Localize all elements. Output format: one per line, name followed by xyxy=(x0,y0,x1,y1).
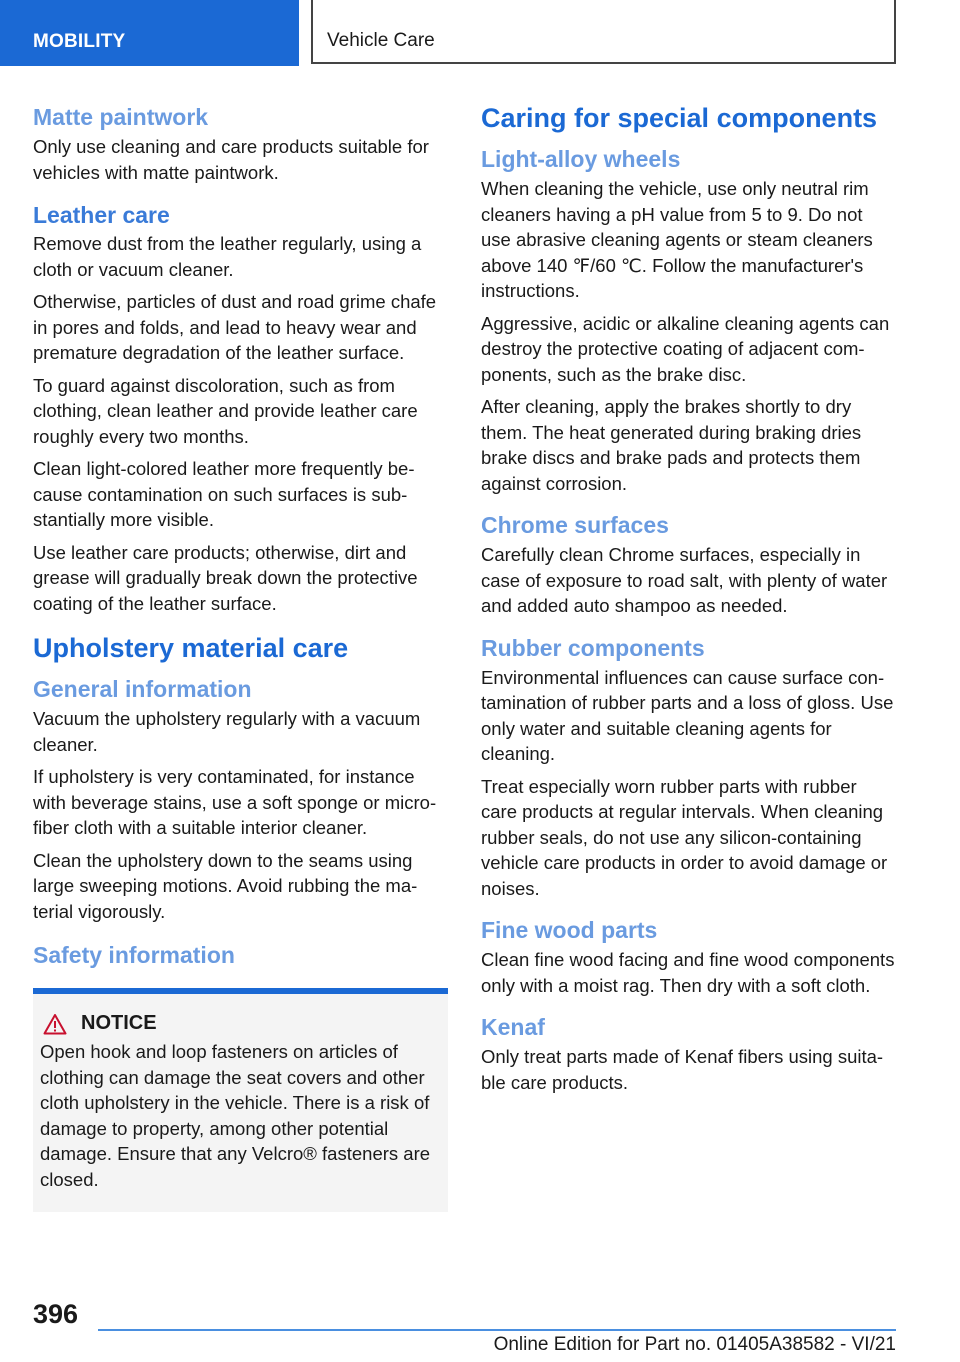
notice-text: Open hook and loop fasteners on articles of clothing can damage the seat covers and other cloth upholstery in the vehicle. There is a risk of damage to property, among other potential damage. Ensure that any Velcro® fasteners are closed. xyxy=(40,1041,431,1190)
heading-fine-wood-parts: Fine wood parts xyxy=(481,917,658,943)
paragraph: Carefully clean Chrome surfaces, especially in case of exposure to road salt, with plenty of water and added auto shampoo as needed. xyxy=(481,544,888,616)
paragraph: Only treat parts made of Kenaf fibers using suitable care products. xyxy=(481,1046,884,1093)
paragraph: Remove dust from the leather regularly, using a cloth or vacuum cleaner. xyxy=(33,233,422,280)
paragraph: Vacuum the upholstery regularly with a vacuum cleaner. xyxy=(33,708,421,755)
notice-label: NOTICE xyxy=(81,1012,157,1034)
paragraph: Use leather care products; otherwise, dirt and grease will gradually break down the protective coating of the leather surface. xyxy=(33,541,418,614)
heading-chrome-surfaces: Chrome surfaces xyxy=(481,512,669,538)
right-column xyxy=(481,100,897,1102)
paragraph: Aggressive, acidic or alkaline cleaning agents can destroy the protective coating of adjacent components, such as the brake disc. xyxy=(481,312,890,385)
heading-special-components: Caring for special components xyxy=(481,103,878,133)
heading-rubber-components: Rubber components xyxy=(481,634,705,661)
heading-kenaf: Kenaf xyxy=(481,1014,545,1040)
heading-matte-paintwork: Matte paintwork xyxy=(33,104,209,130)
page-number: 396 xyxy=(33,1299,79,1329)
chapter-tab[interactable]: Vehicle Care xyxy=(311,0,896,64)
paragraph: Otherwise, particles of dust and road grime chafe in pores and folds, and lead to heavy wear and premature degradation of the leather surface. xyxy=(33,291,437,363)
warning-triangle-icon xyxy=(43,1013,67,1035)
paragraph: Clean the upholstery down to the seams using large sweeping motions. Avoid rubbing the material vigorously. xyxy=(33,849,418,922)
paragraph: When cleaning the vehicle, use only neutral rim cleaners having a pH value from 5 to 9. Do not use abrasive cleaning agents or steam cleaners above 140 ℉/60 ℃. Follow the manufacturer's instructions. xyxy=(481,178,873,301)
notice-box xyxy=(33,988,448,1212)
paragraph: After cleaning, apply the brakes shortly to dry them. The heat generated during braking dries brake discs and brake pads and protects them against corrosion. xyxy=(481,396,862,494)
paragraph: Only use cleaning and care products suitable for vehicles with matte paintwork. xyxy=(33,136,429,183)
heading-general-information: General information xyxy=(33,676,252,702)
paragraph: Treat especially worn rubber parts with rubber care products at regular intervals. When cleaning rubber seals, do not use any silicon-containing vehicle care products in order to avoid damage or noises. xyxy=(481,775,888,899)
paragraph: To guard against discoloration, such as from clothing, clean leather and provide leather care roughly every two months. xyxy=(33,374,418,447)
heading-upholstery-care: Upholstery material care xyxy=(33,633,349,663)
heading-light-alloy-wheels: Light-alloy wheels xyxy=(481,146,681,172)
section-tab[interactable]: MOBILITY xyxy=(0,0,299,66)
left-column xyxy=(33,100,448,1212)
notice-title xyxy=(40,1012,440,1035)
footer-divider xyxy=(98,1329,896,1331)
paragraph: Clean fine wood facing and fine wood components only with a moist rag. Then dry with a soft cloth. xyxy=(481,949,895,996)
paragraph: If upholstery is very contaminated, for instance with beverage stains, use a soft sponge or microfiber cloth with a suitable interior cleaner. xyxy=(33,766,437,838)
paragraph: Environmental influences can cause surface contamination of rubber parts and a loss of gloss. Use only water and suitable cleaning agents for cleaning. xyxy=(481,666,894,764)
page-header xyxy=(0,0,960,66)
footer-edition: Online Edition for Part no. 01405A38582 - VI/21 xyxy=(493,1334,896,1355)
heading-safety-information: Safety information xyxy=(33,942,235,968)
paragraph: Clean light-colored leather more frequently because contamination on such surfaces is substantially more visible. xyxy=(33,458,415,530)
heading-leather-care: Leather care xyxy=(33,202,170,228)
